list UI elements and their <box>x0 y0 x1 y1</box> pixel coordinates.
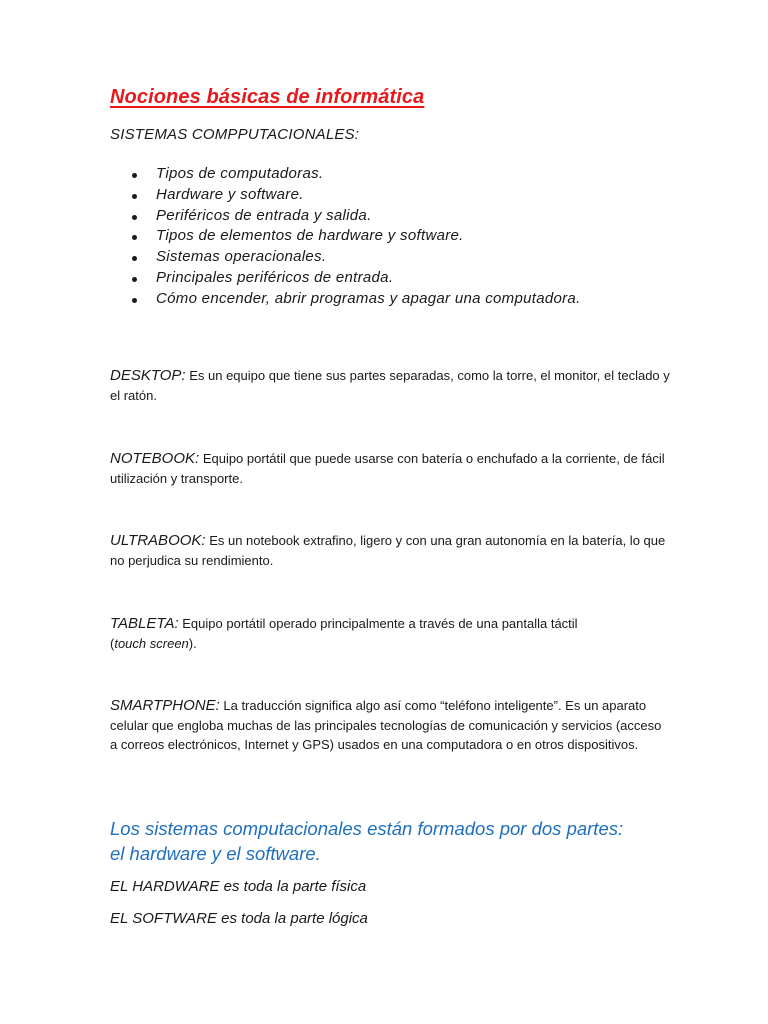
term-notebook: NOTEBOOK: <box>110 450 200 467</box>
term-desktop: DESKTOP: <box>110 367 186 384</box>
list-item <box>130 226 581 247</box>
section-subtitle: SISTEMAS COMPPUTACIONALES: <box>110 126 360 143</box>
list-item <box>130 185 581 206</box>
term-tableta: TABLETA: <box>110 615 179 632</box>
definition-text: Equipo portátil operado principalmente a través de una pantalla táctil <box>182 616 578 631</box>
bullet-icon <box>132 298 137 303</box>
definition-desktop <box>110 366 670 405</box>
list-item-text: Hardware y software. <box>156 185 304 203</box>
list-item <box>130 206 581 227</box>
list-item-text: Periféricos de entrada y salida. <box>156 206 372 224</box>
definition-text: La traducción significa algo así como “teléfono inteligente”. Es un aparato celular que engloba muchas de las principales tecnologías de comunicación y servicios (acceso a correos electrónicos, Internet y GPS) usados en una computadora o en otros dispositivos. <box>110 698 662 752</box>
bullet-icon <box>132 173 137 178</box>
definition-text: Es un notebook extrafino, ligero y con una gran autonomía en la batería, lo que no perjudica su rendimiento. <box>110 533 666 568</box>
term-smartphone: SMARTPHONE: <box>110 697 220 714</box>
bullet-icon <box>132 194 137 199</box>
bullet-icon <box>132 277 137 282</box>
list-item-text: Cómo encender, abrir programas y apagar una computadora. <box>156 289 581 307</box>
bullet-icon <box>132 215 137 220</box>
list-item-text: Principales periféricos de entrada. <box>156 268 394 286</box>
term-ultrabook: ULTRABOOK: <box>110 532 206 549</box>
list-item <box>130 289 581 310</box>
paren-open: ( <box>110 635 115 651</box>
bullet-icon <box>132 235 137 240</box>
definition-ultrabook <box>110 531 670 570</box>
definition-text: Equipo portátil que puede usarse con batería o enchufado a la corriente, de fácil utilización y transporte. <box>110 451 665 486</box>
blue-note-line2: el hardware y el software. <box>110 843 321 864</box>
topics-list <box>130 164 581 310</box>
touch-screen-text: touch screen <box>114 635 189 651</box>
list-item-text: Sistemas operacionales. <box>156 248 327 266</box>
list-item <box>130 247 581 268</box>
definition-notebook <box>110 449 670 488</box>
list-item-text: Tipos de elementos de hardware y software. <box>156 227 464 245</box>
software-note: EL SOFTWARE es toda la parte lógica <box>110 910 368 927</box>
list-item-text: Tipos de computadoras. <box>156 165 324 182</box>
definition-tableta <box>110 614 670 653</box>
bullet-icon <box>132 256 137 261</box>
list-item <box>130 268 581 289</box>
paren-close: ). <box>188 635 197 651</box>
document-title: Nociones básicas de informática <box>110 86 425 108</box>
blue-note-line1: Los sistemas computacionales están formados por dos partes: <box>110 818 624 839</box>
list-item <box>130 164 581 185</box>
hardware-note: EL HARDWARE es toda la parte física <box>110 878 367 895</box>
definition-smartphone <box>110 696 670 755</box>
blue-note <box>110 816 670 866</box>
definition-text: Es un equipo que tiene sus partes separadas, como la torre, el monitor, el teclado y el ratón. <box>110 368 670 403</box>
